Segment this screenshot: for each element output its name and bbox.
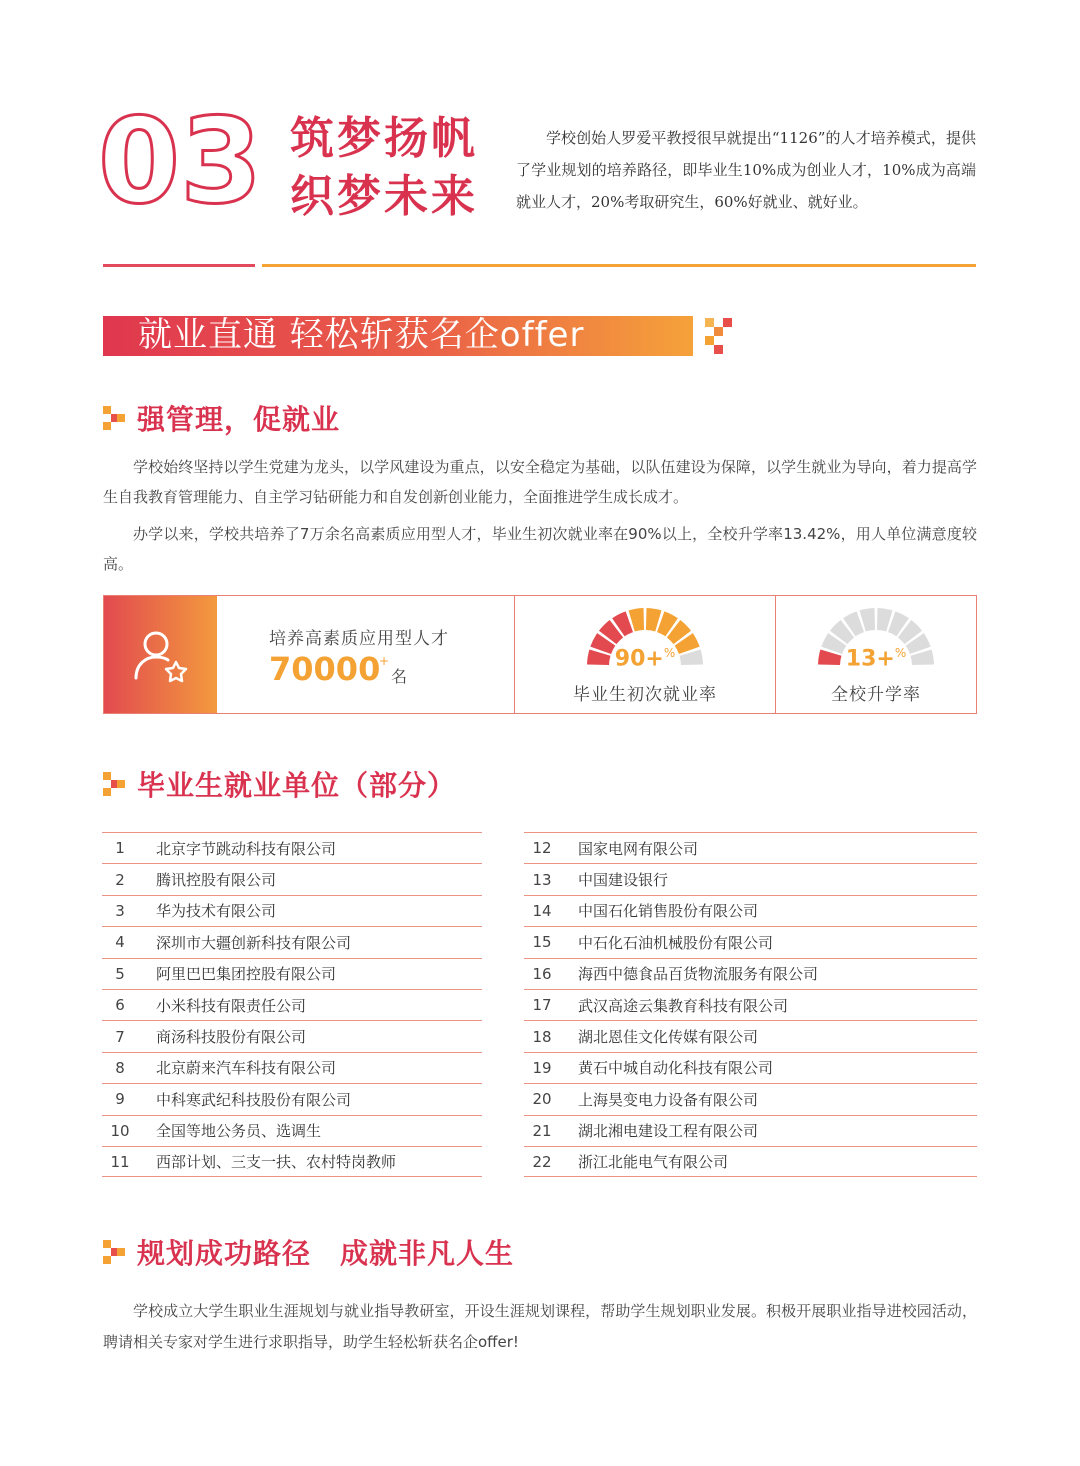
table-row [524,926,977,957]
company-name: 上海昊变电力设备有限公司 [578,1090,759,1109]
table-row [524,1083,977,1114]
company-name: 北京字节跳动科技有限公司 [156,839,337,858]
column-gap [142,1147,148,1176]
pixel-decoration-icon [701,316,733,356]
column-gap [564,1116,570,1146]
column-gap [564,959,570,989]
section-number [98,98,268,218]
row-number: 12 [532,839,552,858]
title-line-2: 织梦未来 [290,171,478,222]
row-number: 7 [115,1027,125,1046]
pixel-bullet-icon [103,1240,125,1264]
row-number: 13 [532,870,552,889]
column-gap [142,833,148,863]
divider-orange [262,264,976,267]
row-number: 9 [115,1090,125,1109]
company-name: 全国等地公务员、选调生 [156,1122,322,1141]
column-gap [564,1021,570,1051]
row-number: 22 [532,1152,552,1171]
row-number: 21 [532,1121,552,1140]
promotion-label: 全校升学率 [831,685,921,705]
promotion-value: 13+% [845,646,907,672]
row-number: 19 [532,1058,552,1077]
table-row [102,895,482,926]
company-name: 华为技术有限公司 [156,902,277,921]
section-heading-management [103,398,340,438]
row-number: 3 [115,901,125,920]
divider-red [103,264,255,267]
company-name: 深圳市大疆创新科技有限公司 [156,933,352,952]
company-name: 中石化石油机械股份有限公司 [578,933,774,952]
intro-paragraph: 学校创始人罗爱平教授很早就提出“1126”的人才培养模式，提供了学业规划的培养路径，即毕业生10%成为创业人才，10%成为高端就业人才，20%考取研究生，60%好就业、就好业。 [516,129,976,211]
column-gap [142,990,148,1020]
employment-rate-stat [515,596,776,713]
banner-title: 就业直通 轻松斩获名企offer [138,315,585,355]
company-name: 湖北恩佳文化传媒有限公司 [578,1028,759,1047]
company-name: 海西中德食品百货物流服务有限公司 [578,965,819,984]
table-row [524,1115,977,1146]
column-gap [142,959,148,989]
column-gap [142,1021,148,1051]
column-gap [142,1116,148,1146]
page-title [290,110,478,226]
table-row [524,1020,977,1051]
pixel-bullet-icon [103,406,125,430]
company-name: 中国建设银行 [578,871,669,890]
row-number: 15 [532,933,552,952]
row-number: 14 [532,901,552,920]
row-number: 18 [532,1027,552,1046]
employer-table-left [102,832,482,1177]
pixel-bullet-icon [103,772,125,796]
table-row [102,832,482,863]
row-number: 8 [115,1058,125,1077]
table-row [102,1115,482,1146]
planning-paragraph: 学校成立大学生职业生涯规划与就业指导教研室，开设生涯规划课程，帮助学生规划职业发展。积极开展职业指导进校园活动，聘请相关专家对学生进行求职指导，助学生轻松斩获名企offer! [103,1302,977,1351]
table-row [102,1083,482,1114]
table-row [102,1020,482,1051]
row-number: 1 [115,839,125,858]
column-gap [564,896,570,926]
promotion-rate-stat [776,596,976,713]
person-star-icon [130,624,192,686]
table-row [524,1052,977,1083]
column-gap [142,896,148,926]
company-name: 北京蔚来汽车科技有限公司 [156,1059,337,1078]
section-heading-employers [103,764,456,804]
section-title: 毕业生就业单位（部分） [137,769,457,802]
employer-table-right [524,832,977,1177]
talent-number: 70000 [269,650,381,688]
table-row [102,989,482,1020]
column-gap [564,927,570,957]
company-name: 武汉高途云集教育科技有限公司 [578,996,789,1015]
section-title: 强管理，促就业 [137,403,341,436]
table-row [102,926,482,957]
company-name: 商汤科技股份有限公司 [156,1028,307,1047]
company-name: 腾讯控股有限公司 [156,871,277,890]
company-name: 国家电网有限公司 [578,839,699,858]
talent-label: 培养高素质应用型人才 [269,629,449,649]
company-name: 阿里巴巴集团控股有限公司 [156,965,337,984]
company-name: 浙江北能电气有限公司 [578,1153,729,1172]
table-row [524,958,977,989]
management-paragraph-1: 学校始终坚持以学生党建为龙头，以学风建设为重点，以安全稳定为基础，以队伍建设为保障，以学生就业为导向，着力提高学生自我教育管理能力、自主学习钻研能力和自发创新创业能力，全面推进学生成长成才。 [103,458,977,506]
company-name: 黄石中城自动化科技有限公司 [578,1059,774,1078]
company-name: 西部计划、三支一扶、农村特岗教师 [156,1153,397,1172]
table-row [524,863,977,894]
row-number: 11 [110,1152,130,1171]
company-name: 小米科技有限责任公司 [156,996,307,1015]
talent-icon-cell [104,596,217,713]
company-name: 中科寒武纪科技股份有限公司 [156,1090,352,1109]
table-row [102,958,482,989]
table-row [524,1146,977,1177]
row-number: 2 [115,870,125,889]
column-gap [564,1147,570,1176]
table-row [102,863,482,894]
talent-unit: 名 [391,667,408,686]
row-number: 4 [115,933,125,952]
column-gap [564,1084,570,1114]
section-heading-planning [103,1232,514,1272]
section-title: 规划成功路径 成就非凡人生 [137,1237,515,1270]
row-number: 6 [115,996,125,1015]
column-gap [142,927,148,957]
section-number-text: 03 [98,98,263,218]
row-number: 16 [532,964,552,983]
talent-plus: + [379,654,390,668]
table-row [524,895,977,926]
column-gap [142,1084,148,1114]
column-gap [564,1053,570,1083]
company-name: 中国石化销售股份有限公司 [578,902,759,921]
row-number: 10 [110,1121,130,1140]
row-number: 20 [532,1090,552,1109]
column-gap [564,833,570,863]
column-gap [142,864,148,894]
table-row [102,1146,482,1177]
table-row [524,832,977,863]
management-paragraph-2: 办学以来，学校共培养了7万余名高素质应用型人才，毕业生初次就业率在90%以上，全校升学率13.42%，用人单位满意度较高。 [103,525,977,573]
row-number: 5 [115,964,125,983]
talent-stat [217,596,515,713]
table-row [102,1052,482,1083]
table-row [524,989,977,1020]
column-gap [564,990,570,1020]
title-line-1: 筑梦扬帆 [290,113,478,164]
column-gap [142,1053,148,1083]
company-name: 湖北湘电建设工程有限公司 [578,1122,759,1141]
column-gap [564,864,570,894]
stats-panel [103,595,977,714]
employment-label: 毕业生初次就业率 [573,685,717,705]
employment-value: 90+% [614,646,676,672]
row-number: 17 [532,996,552,1015]
